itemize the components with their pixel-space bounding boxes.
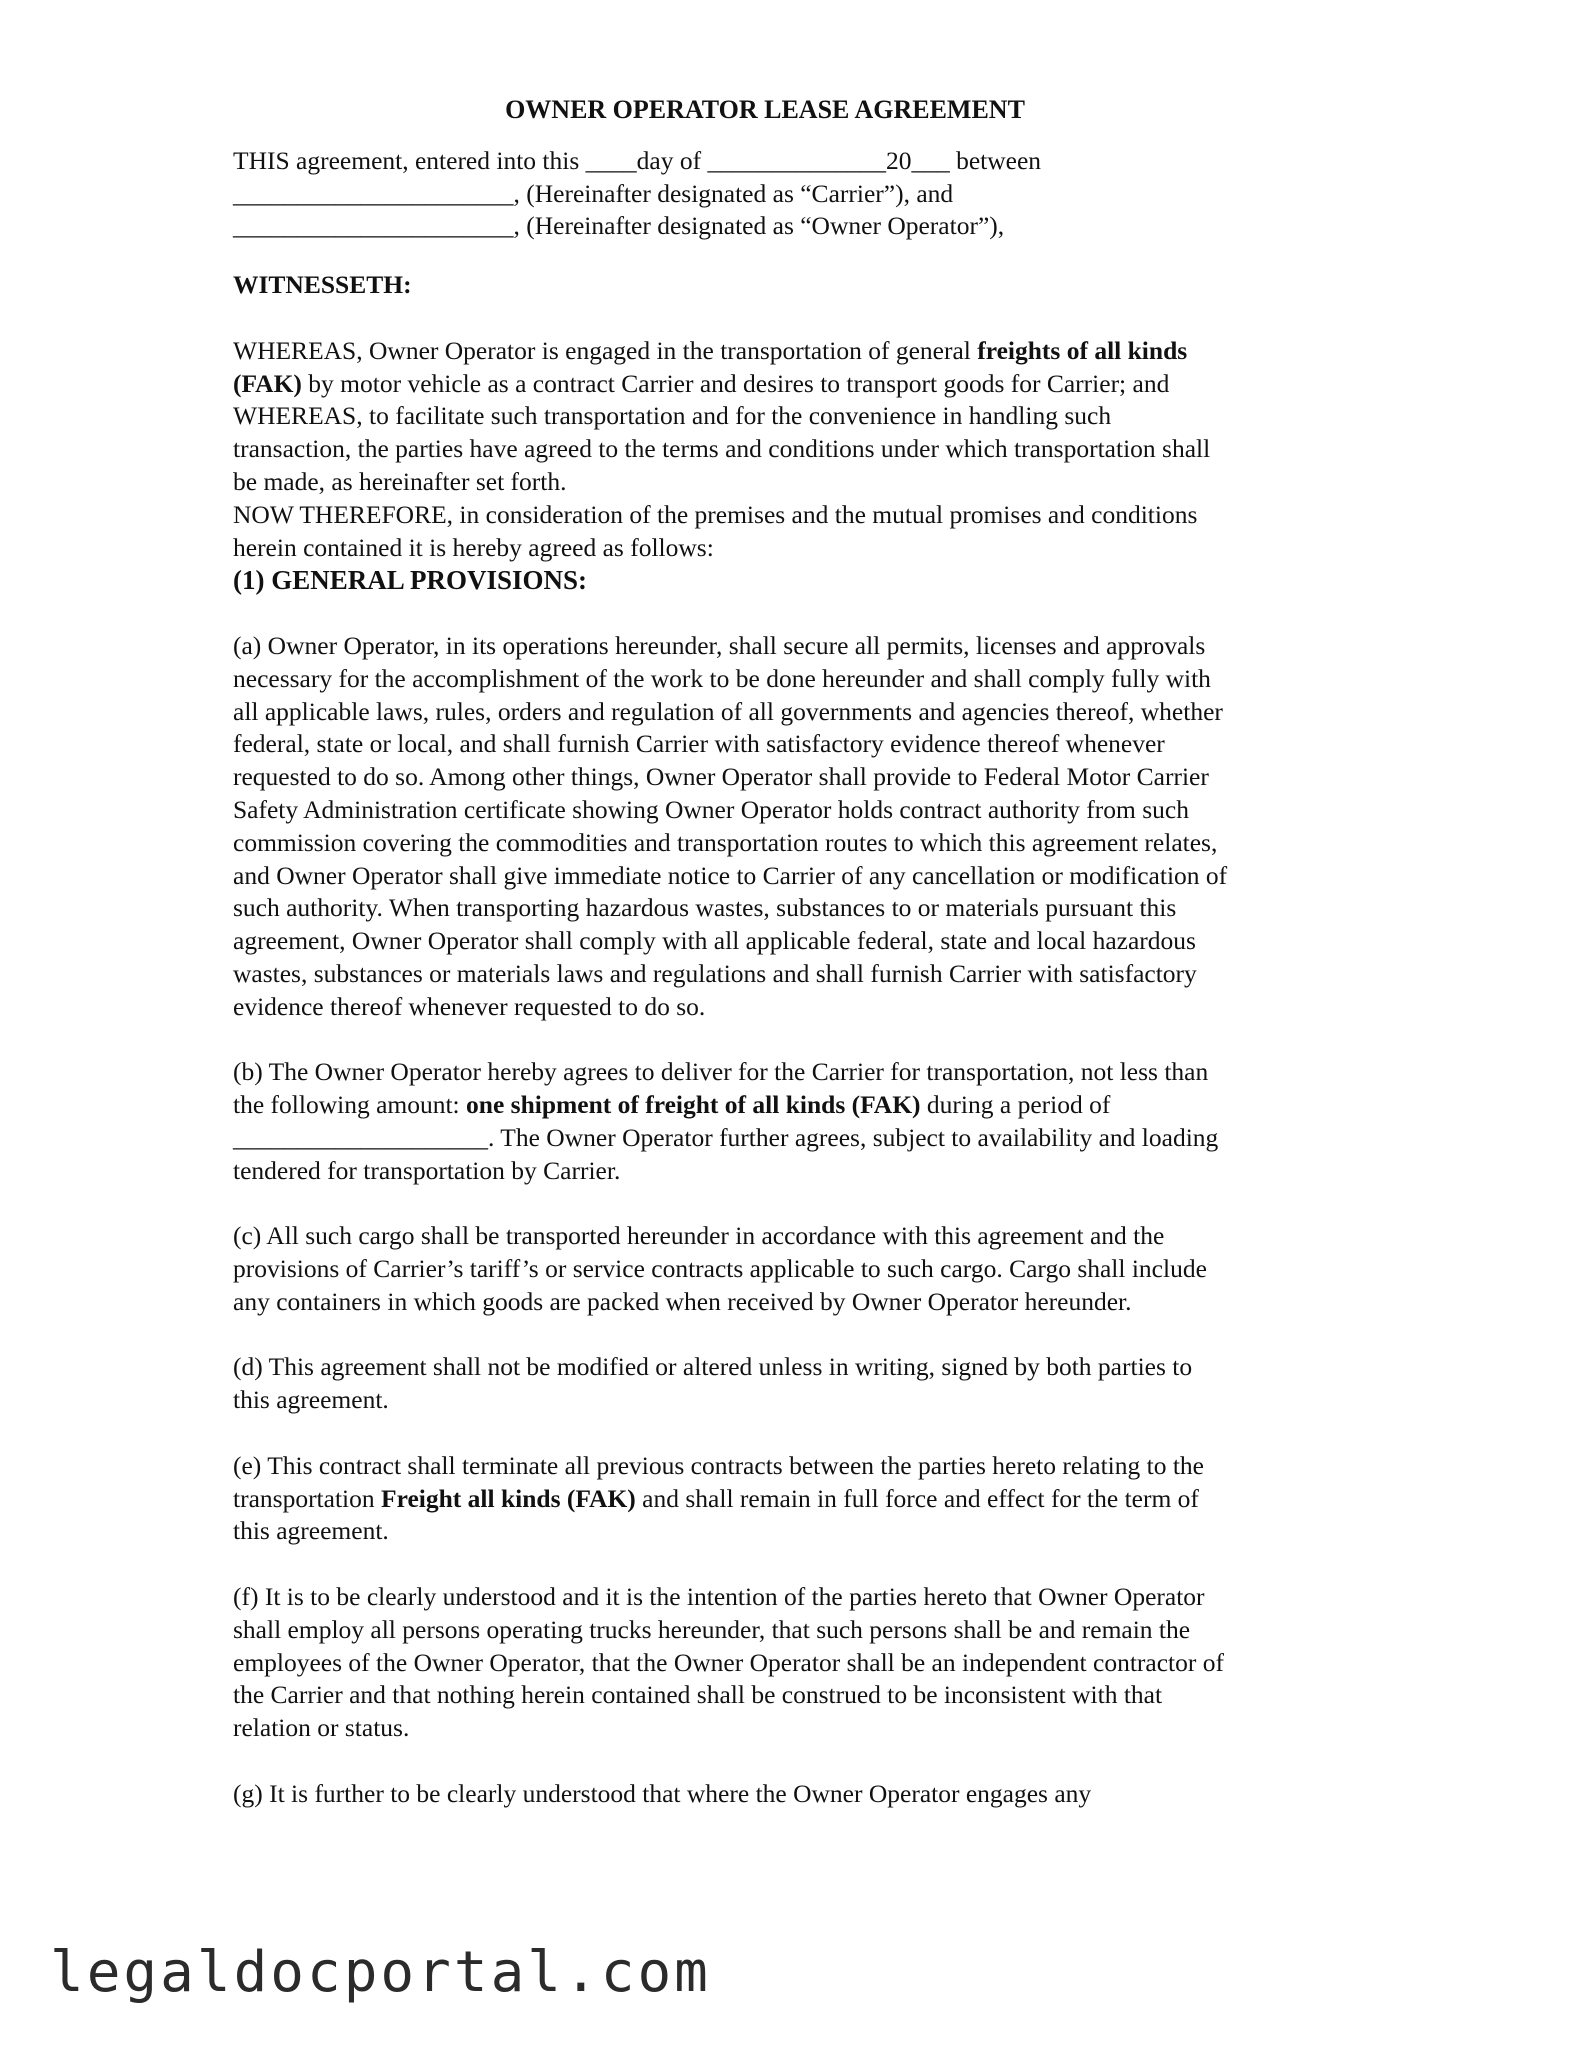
paragraph-line: all applicable laws, rules, orders and regulation of all governments and agencies thereof, whether [233,696,1223,726]
bold-text: one shipment of freight of all kinds (FAK) [466,1090,921,1120]
whereas-line: WHEREAS, to facilitate such transportation and for the convenience in handling such [233,401,1112,431]
whereas-paragraph [233,335,1353,565]
paragraph-line: shall employ all persons operating trucks hereunder, that such persons shall be and remain the [233,1614,1191,1644]
paragraph-line [233,1089,1353,1122]
paragraph-line: Safety Administration certificate showing Owner Operator holds contract authority from such [233,794,1189,824]
text: and shall remain in full force and effect for the term of [635,1483,1199,1513]
paragraph-line: provisions of Carrier’s tariff’s or service contracts applicable to such cargo. Cargo shall include [233,1254,1207,1284]
watermark-logo: legaldocportal.com [50,1940,711,2005]
paragraph-e [233,1450,1353,1548]
whereas-line: NOW THEREFORE, in consideration of the premises and the mutual promises and conditions [233,499,1198,529]
paragraph-line: the Carrier and that nothing herein contained shall be construed to be inconsistent with that [233,1680,1163,1710]
paragraph-line: (b) The Owner Operator hereby agrees to deliver for the Carrier for transportation, not less than [233,1057,1209,1087]
paragraph-line: ____________________. The Owner Operator further agrees, subject to availability and loading [233,1122,1219,1152]
whereas-line [233,368,1353,401]
paragraph-f [233,1581,1353,1745]
whereas-line [233,335,1353,368]
paragraph-line: any containers in which goods are packed when received by Owner Operator hereunder. [233,1286,1132,1316]
paragraph-line: (f) It is to be clearly understood and it is the intention of the parties hereto that Owner Operator [233,1582,1205,1612]
text: WHEREAS, Owner Operator is engaged in the transportation of general [233,335,978,365]
text: transportation [233,1483,382,1513]
paragraph-line: (a) Owner Operator, in its operations hereunder, shall secure all permits, licenses and approvals [233,630,1206,660]
whereas-line: be made, as hereinafter set forth. [233,466,567,496]
paragraph-line: (c) All such cargo shall be transported hereunder in accordance with this agreement and the [233,1221,1165,1251]
document-page [233,94,1353,1811]
paragraph-line: necessary for the accomplishment of the work to be done hereunder and shall comply fully with [233,663,1211,693]
text: during a period of [920,1090,1111,1120]
paragraph-line: (e) This contract shall terminate all previous contracts between the parties hereto relating to the [233,1450,1204,1480]
paragraph-c [233,1220,1353,1318]
paragraph-line: this agreement. [233,1385,389,1415]
paragraph-line: wastes, substances or materials laws and regulations and shall furnish Carrier with satisfactory [233,958,1197,988]
bold-text: (FAK) [233,368,302,398]
whereas-line: transaction, the parties have agreed to the terms and conditions under which transportation shall [233,434,1211,464]
paragraph-line: tendered for transportation by Carrier. [233,1155,621,1185]
paragraph-line: commission covering the commodities and transportation routes to which this agreement relates, [233,827,1218,857]
whereas-line: herein contained it is hereby agreed as follows: [233,532,714,562]
paragraph-line: evidence thereof whenever requested to do so. [233,991,706,1021]
paragraph-line: employees of the Owner Operator, that the Owner Operator shall be an independent contractor of [233,1647,1224,1677]
paragraph-line: such authority. When transporting hazardous wastes, substances to or materials pursuant this [233,893,1177,923]
document-title: OWNER OPERATOR LEASE AGREEMENT [505,95,1025,124]
paragraph-line [233,1483,1353,1516]
paragraph-a [233,630,1353,1024]
paragraph-line: federal, state or local, and shall furnish Carrier with satisfactory evidence thereof whenever [233,729,1165,759]
paragraph-line: (d) This agreement shall not be modified or altered unless in writing, signed by both parties to [233,1352,1193,1382]
intro-paragraph [233,145,1353,243]
witnesseth-heading: WITNESSETH: [233,270,412,300]
bold-text: Freight all kinds (FAK) [381,1483,636,1513]
text: the following amount: [233,1090,467,1120]
intro-line: ______________________, (Hereinafter designated as “Carrier”), and [233,178,954,208]
paragraph-line: relation or status. [233,1713,410,1743]
paragraph-line: requested to do so. Among other things, Owner Operator shall provide to Federal Motor Carrier [233,762,1209,792]
section-heading-general-provisions: (1) GENERAL PROVISIONS: [233,565,588,596]
paragraph-d [233,1351,1353,1417]
paragraph-line: this agreement. [233,1516,389,1546]
intro-line: THIS agreement, entered into this ____day of ______________20___ between [233,145,1042,175]
paragraph-line: and Owner Operator shall give immediate notice to Carrier of any cancellation or modification of [233,860,1228,890]
paragraph-line: (g) It is further to be clearly understood that where the Owner Operator engages any [233,1778,1092,1808]
paragraph-line: agreement, Owner Operator shall comply with all applicable federal, state and local hazardous [233,926,1196,956]
bold-text: freights of all kinds [977,335,1188,365]
intro-line: ______________________, (Hereinafter designated as “Owner Operator”), [233,211,1005,241]
text: by motor vehicle as a contract Carrier and desires to transport goods for Carrier; and [301,368,1170,398]
paragraph-g [233,1778,1353,1811]
paragraph-b [233,1056,1353,1187]
